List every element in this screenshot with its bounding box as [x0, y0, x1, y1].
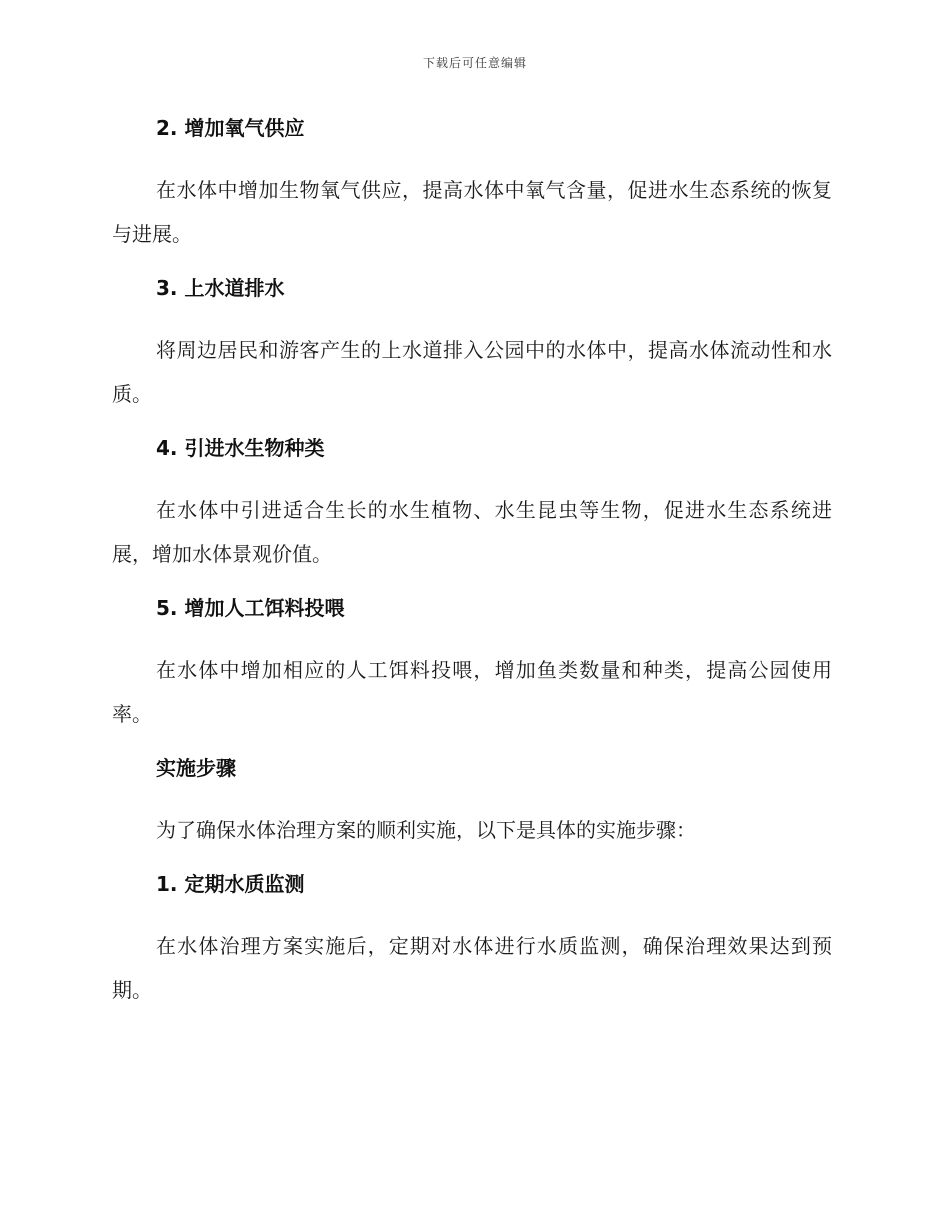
section-paragraph: 在水体中增加相应的人工饵料投喂，增加鱼类数量和种类，提高公园使用率。: [112, 658, 832, 726]
section-artificial-feeding: [112, 590, 832, 750]
section-paragraph: 将周边居民和游客产生的上水道排入公园中的水体中，提高水体流动性和水质。: [112, 338, 832, 406]
section-introduce-species: [112, 430, 832, 590]
section-paragraph: 为了确保水体治理方案的顺利实施，以下是具体的实施步骤：: [156, 818, 696, 842]
section-heading: 1. 定期水质监测: [156, 872, 305, 896]
page-header-note: 下载后可任意编辑: [422, 56, 527, 70]
section-water-quality-monitoring: [112, 866, 832, 1012]
section-heading: 4. 引进水生物种类: [156, 436, 325, 460]
section-heading: 5. 增加人工饵料投喂: [156, 596, 345, 620]
section-water-drainage: [112, 270, 832, 430]
section-heading: 3. 上水道排水: [156, 276, 285, 300]
section-paragraph: 在水体治理方案实施后，定期对水体进行水质监测，确保治理效果达到预期。: [112, 934, 832, 1002]
section-increase-oxygen: [112, 110, 832, 270]
section-heading: 2. 增加氧气供应: [156, 116, 305, 140]
section-paragraph: 在水体中引进适合生长的水生植物、水生昆虫等生物，促进水生态系统进展，增加水体景观价值。: [112, 498, 832, 566]
section-paragraph: 在水体中增加生物氧气供应，提高水体中氧气含量，促进水生态系统的恢复与进展。: [112, 178, 832, 246]
section-heading: 实施步骤: [156, 756, 236, 780]
section-implementation-steps: [112, 750, 832, 866]
document-body: [112, 110, 832, 1012]
